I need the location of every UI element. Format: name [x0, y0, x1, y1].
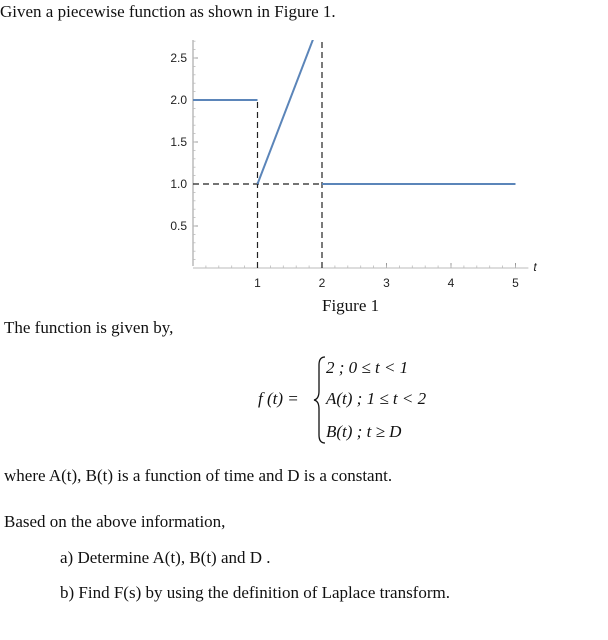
y-tick-label: 0.5 — [170, 219, 187, 233]
piecewise-lhs: f (t) = — [258, 389, 299, 408]
x-tick-label: 5 — [512, 276, 519, 290]
based-text: Based on the above information, — [4, 512, 226, 531]
where-text: where A(t), B(t) is a function of time and D is a constant. — [4, 466, 393, 485]
x-tick-label: 2 — [318, 276, 326, 290]
y-tick-label: 1.5 — [170, 135, 187, 149]
y-tick-label: 2.0 — [170, 93, 187, 107]
figure-caption: Figure 1 — [322, 296, 380, 315]
series-line-2 — [258, 40, 323, 184]
question-b: b) Find F(s) by using the definition of Laplace transform. — [60, 583, 450, 602]
piecewise-row-3: B(t) ; t ≥ D — [326, 422, 402, 441]
x-axis-label: t — [533, 260, 537, 274]
intro-text: Given a piecewise function as shown in Figure 1. — [0, 2, 336, 21]
question-a: a) Determine A(t), B(t) and D . — [60, 548, 271, 567]
x-tick-label: 4 — [447, 276, 455, 290]
x-tick-label: 3 — [383, 276, 390, 290]
given-text: The function is given by, — [4, 318, 174, 337]
piecewise-row-2: A(t) ; 1 ≤ t < 2 — [326, 389, 427, 408]
y-tick-label: 2.5 — [170, 51, 187, 65]
piecewise-row-1: 2 ; 0 ≤ t < 1 — [326, 358, 409, 377]
y-tick-label: 1.0 — [170, 177, 187, 191]
figure-1-chart — [0, 40, 608, 340]
left-brace-icon — [313, 355, 327, 445]
x-tick-label: 1 — [254, 276, 261, 290]
